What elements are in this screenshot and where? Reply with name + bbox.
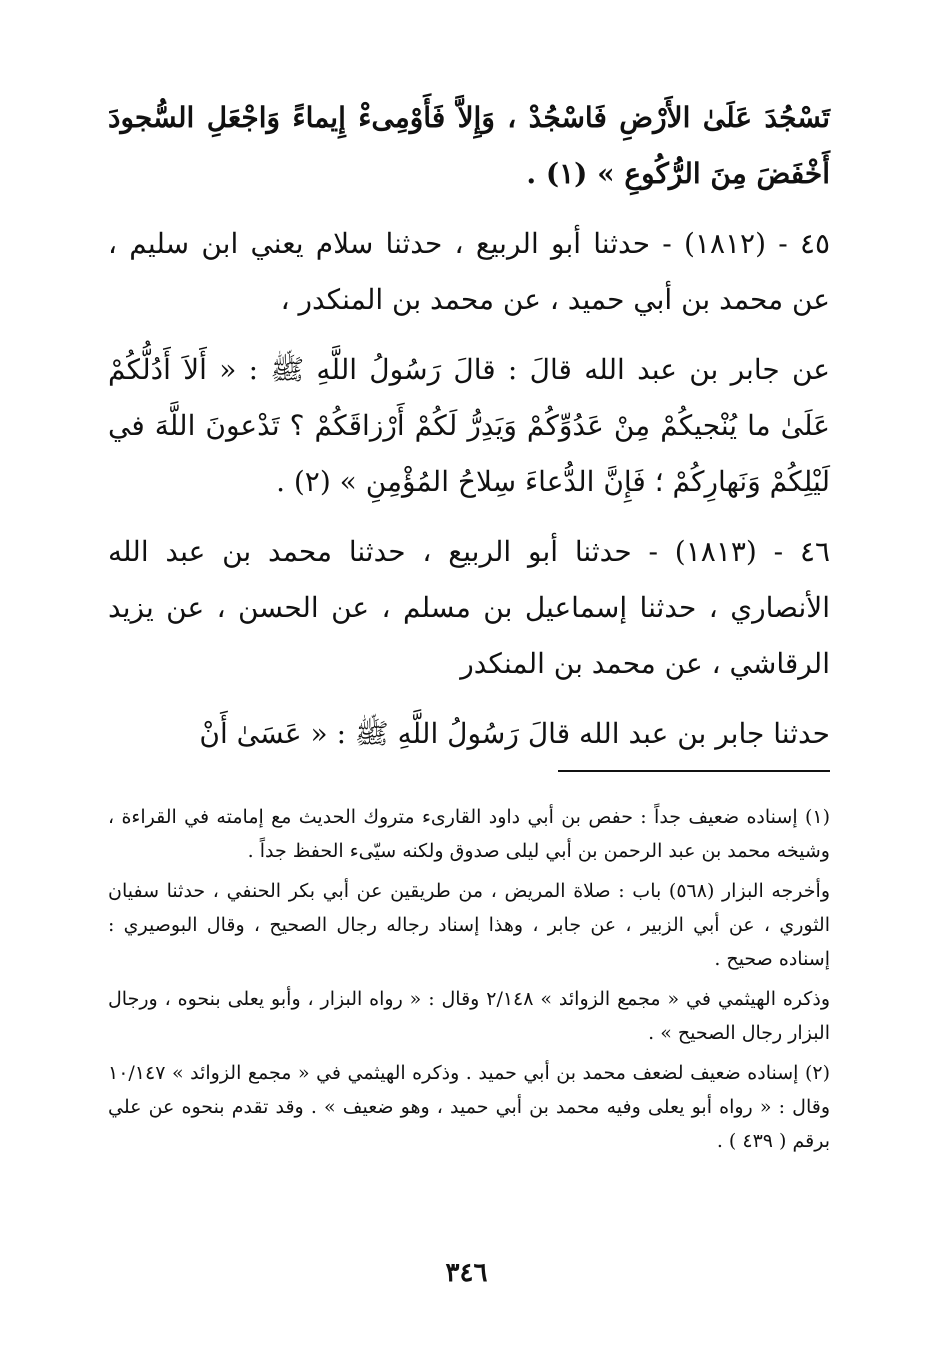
main-text: [108, 90, 830, 762]
page: [108, 90, 831, 1152]
page-number: ٣٤٦: [445, 1258, 488, 1288]
hadith-46-matn: حدثنا جابر بن عبد الله قالَ رَسُولُ اللَّهِ ﷺ : « عَسَىٰ أَنْ: [199, 717, 830, 750]
footnote-1-bazzar: وأخرجه البزار (٥٦٨) باب : صلاة المريض ، من طريقين عن أبي بكر الحنفي ، حدثنا سفيان الثوري ، عن أبي الزبير ، عن جابر ، وهذا إسناد رجاله رجال الصحيح ، وقال البوصيري : إسناده صحيح .: [108, 880, 830, 970]
hadith-45-isnad: ٤٥ - (١٨١٢) - حدثنا أبو الربيع ، حدثنا سلام يعني ابن سليم ، عن محمد بن أبي حميد ، عن محمد بن المنكدر ،: [108, 227, 831, 316]
footnotes: [108, 800, 830, 1158]
footnote-1: (١) إسناده ضعيف جداً : حفص بن أبي داود القارىء متروك الحديث مع إمامته في القراءة ، وشيخه محمد بن عبد الرحمن بن أبي ليلى صدوق ولكنه سيّىء الحفظ جداً .: [108, 806, 830, 862]
footnote-1-haythami: وذكره الهيثمي في « مجمع الزوائد » ٢/١٤٨ وقال : « رواه البزار ، وأبو يعلى بنحوه ، ورجال البزار رجال الصحيح » .: [108, 988, 830, 1044]
hadith-45-matn: عن جابر بن عبد الله قالَ : قالَ رَسُولُ اللَّهِ ﷺ : « أَلاَ أَدُلُّكُمْ عَلَىٰ ما يُنْجيكُمْ مِنْ عَدُوِّكُمْ وَيَدِرُّ لَكُمْ أَرْزاقَكُمْ ؟ تَدْعونَ اللَّهَ في لَيْلِكُمْ وَنَهارِكُمْ ؛ فَإِنَّ الدُّعاءَ سِلاحُ المُؤْمِنِ » (٢) .: [108, 353, 830, 498]
footnote-divider: [558, 770, 830, 772]
hadith-continuation: تَسْجُدَ عَلَىٰ الأَرْضِ فَاسْجُدْ ، وَإِلاَّ فَأَوْمِىءْ إِيماءً وَاجْعَلِ السُّجودَ أَخْفَضَ مِنَ الرُّكُوعِ » (١) .: [108, 101, 830, 190]
footnote-2: (٢) إسناده ضعيف لضعف محمد بن أبي حميد . وذكره الهيثمي في « مجمع الزوائد » ١٠/١٤٧ وقال : « رواه أبو يعلى وفيه محمد بن أبي حميد ، وهو ضعيف » . وقد تقدم بنحوه عن علي برقم ( ٤٣٩ ) .: [108, 1062, 830, 1152]
hadith-46-isnad: ٤٦ - (١٨١٣) - حدثنا أبو الربيع ، حدثنا محمد بن عبد الله الأنصاري ، حدثنا إسماعيل بن مسلم ، عن الحسن ، عن يزيد الرقاشي ، عن محمد بن المنكدر: [108, 535, 831, 680]
